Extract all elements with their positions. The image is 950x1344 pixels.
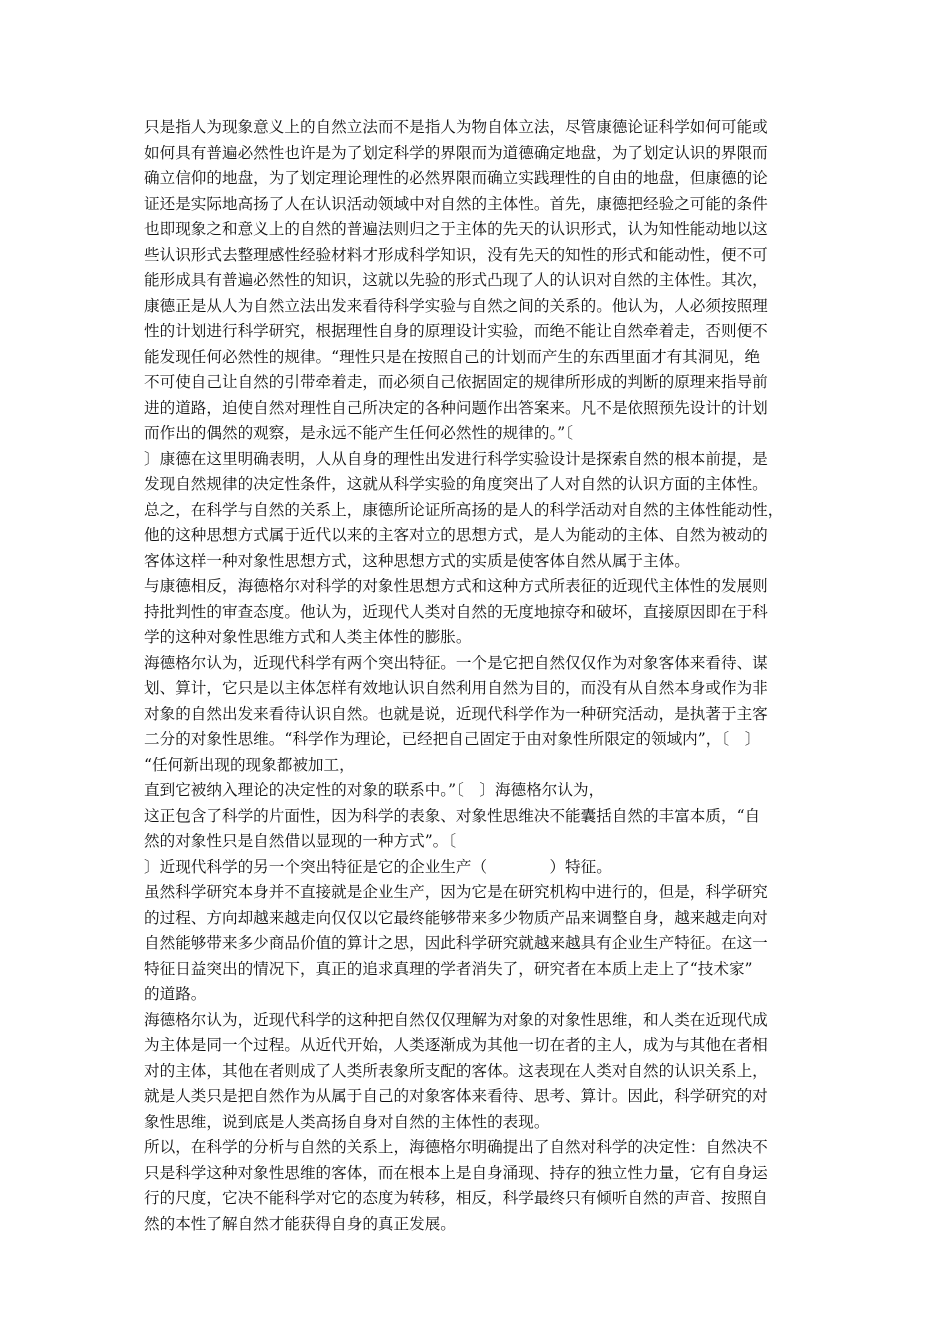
paragraph-heidegger-contrast: 与康德相反，海德格尔对科学的对象性思想方式和这种方式所表征的近现代主体性的发展则 持批判性的审查态度。他认为，近现代人类对自然的无度地掠夺和破坏，直接原因即在于科 学的这种对象性思维方式和人类主体性的膨胀。 xyxy=(144,577,768,646)
document-body xyxy=(144,115,812,1237)
paragraph-subjectivity: 海德格尔认为，近现代科学的这种把自然仅仅理解为对象的对象性思维，和人类在近现代成 为主体是同一个过程。从近代开始，人类逐渐成为其他一切在者的主人，成为与其他在者相 对的主体，其他在者则成了人类所表象所支配的客体。这表现在人类对自然的认识关系上， 就是人类只是把自然作为从属于自己的对象客体来看待、思考、算计。因此，科学研究的对 象性思维，说到底是人类高扬自身对自然的主体性的表现。 xyxy=(144,1010,768,1131)
paragraph-enterprise-detail: 虽然科学研究本身并不直接就是企业生产，因为它是在研究机构中进行的，但是，科学研究 的过程、方向却越来越走向仅仅以它最终能够带来多少物质产品来调整自身，越来越走向对 自然能够带来多少商品价值的算计之思，因此科学研究就越来越具有企业生产特征。在这一 特征日益突出的情况下，真正的追求真理的学者消失了，研究者在本质上走上了“技术家” 的道路。 xyxy=(144,883,768,1003)
paragraph-conclusion: 所以，在科学的分析与自然的关系上，海德格尔明确提出了自然对科学的决定性：自然决不 只是科学这种对象性思维的客体，而在根本上是自身涌现、持存的独立性力量，它有自身运 行的尺度，它决不能科学对它的态度为转移，相反，科学最终只有倾听自然的声音、按照自 然的本性了解自然才能获得自身的真正发展。 xyxy=(144,1138,768,1233)
paragraph-kant-experiment: 〕康德在这里明确表明，人从自身的理性出发进行科学实验设计是探索自然的根本前提，是 发现自然规律的决定性条件，这就从科学实验的角度突出了人对自然的认识方面的主体性。 xyxy=(144,449,768,493)
paragraph-kant-summary: 总之，在科学与自然的关系上，康德所论证所高扬的是人的科学活动对自然的主体性能动性， 他的这种思想方式属于近代以来的主客对立的思想方式，是人为能动的主体、自然为被动的 客体这样一种对象性思想方式，这种思想方式的实质是使客体自然从属于主体。 xyxy=(144,500,784,570)
paragraph-heidegger-features: 海德格尔认为，近现代科学有两个突出特征。一个是它把自然仅仅作为对象客体来看待、谋 划、算计，它只是以主体怎样有效地认识自然利用自然为目的，而没有从自然本身或作为非 对象的自然出发来看待认识自然。也就是说，近现代科学作为一种研究活动，是执著于主客 二分的对象性思维。“科学作为理论，已经把自己固定于由对象性所限定的领域内”，〔 〕 “任何新出现的现象都被加工， xyxy=(144,653,768,774)
paragraph-one-sidedness: 这正包含了科学的片面性，因为科学的表象、对象性思维决不能囊括自然的丰富本质，“自 然的对象性只是自然借以显现的一种方式”。〔 xyxy=(144,806,761,850)
paragraph-theory-relation: 直到它被纳入理论的决定性的对象的联系中。”〔 〕海德格尔认为， xyxy=(144,781,605,799)
paragraph-enterprise-feature: 〕近现代科学的另一个突出特征是它的企业生产（ ）特征。 xyxy=(144,857,612,876)
paragraph-kant-legislation: 只是指人为现象意义上的自然立法而不是指人为物自体立法，尽管康德论证科学如何可能或 如何具有普遍必然性也许是为了划定科学的界限而为道德确定地盘，为了划定认识的界限而 确立信仰的地盘，为了划定理论理性的必然界限而确立实践理性的自由的地盘，但康德的论 证还是实际地高扬了人在认识活动领域中对自然的主体性。首先，康德把经验之可能的条件 也即现象之和意义上的自然的普遍法则归之于主体的先天的认识形式，认为知性能动地以这 些认识形式去整理感性经验材料才形成科学知识，没有先天的知性的形式和能动性，便不可 能形成具有普遍必然性的知识，这就以先验的形式凸现了人的认识对自然的主体性。其次， 康德正是从人为自然立法出发来看待科学实验与自然之间的关系的。他认为，人必须按照理 性的计划进行科学研究，根据理性自身的原理设计实验，而绝不能让自然牵着走，否则便不 能发现任何必然性的规律。“理性只是在按照自己的计划而产生的东西里面才有其洞见，绝 不可使自己让自然的引带牵着走，而必须自己依据固定的规律所形成的判断的原理来指导前 进的道路，迫使自然对理性自己所决定的各种问题作出答案来。凡不是依照预先设计的计划 而作出的偶然的观察，是永远不能产生任何必然性的规律的。”〔 xyxy=(144,118,768,442)
